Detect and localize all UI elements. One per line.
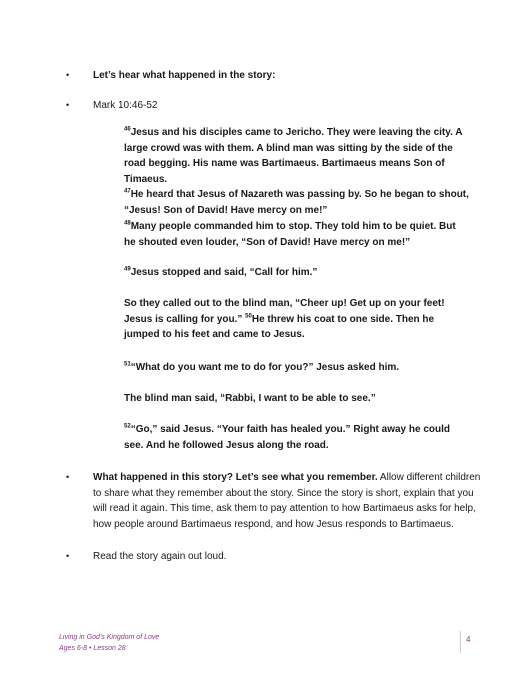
bullet-marker: •: [66, 551, 70, 561]
verse-text: Many people commanded him to stop. They told him to be quiet. But he shouted even louder, “Son of David! Have mercy on me!”: [124, 221, 456, 248]
story-intro-text: Let’s hear what happened in the story:: [93, 70, 276, 81]
scripture-paragraph: [124, 296, 469, 343]
footer-lesson-info: [59, 632, 159, 654]
verse-text: He threw his coat to one side. Then he jumped to his feet and came to Jesus.: [124, 313, 435, 340]
bullet-marker: •: [66, 70, 70, 80]
bullet-marker: •: [66, 100, 70, 110]
footer-divider: [460, 631, 461, 653]
scripture-paragraph: [124, 360, 469, 376]
verse-text: The blind man said, “Rabbi, I want to be able to see.”: [124, 393, 376, 404]
verse-text: He heard that Jesus of Nazareth was passing by. So he began to shout, “Jesus! Son of David! Have mercy on me!”: [124, 189, 469, 216]
scripture-passage: [124, 125, 469, 218]
verse-number: 47: [124, 188, 131, 195]
scripture-paragraph: [124, 125, 469, 218]
discussion-question: What happened in this story? Let’s see what you remember.: [93, 472, 378, 483]
scripture-paragraph: [124, 219, 469, 250]
verse-text: Jesus and his disciples came to Jericho. They were leaving the city. A large crowd was with them. A blind man was sitting by the side of the road begging. His name was Bartimaeus. Bartimaeus means Son of Timaeus.: [124, 127, 463, 185]
verse-number: 51: [124, 361, 131, 368]
verse-text: “Go,” said Jesus. “Your faith has healed you.” Right away he could see. And he followed Jesus along the road.: [124, 424, 451, 451]
page-number: 4: [466, 635, 471, 644]
bullet-marker: •: [66, 472, 70, 482]
scripture-paragraph: [124, 422, 469, 453]
discussion-text: [93, 470, 483, 532]
scripture-paragraph: [124, 265, 469, 281]
verse-text: “What do you want me to do for you?” Jesus asked him.: [130, 362, 400, 373]
footer-curriculum-title: Living in God’s Kingdom of Love: [59, 634, 160, 641]
footer-lesson-label: Ages 6-8 • Lesson 28: [59, 645, 126, 652]
discussion-instructions: Allow different children to share what they remember about the story. Since the story is short, explain that you will read it again. This time, ask them to pay attention to how Bartimaeus asks for help, how people around Bartimaeus respond, and how Jesus responds to Bartimaeus.: [93, 472, 481, 530]
verse-number: 52: [124, 423, 131, 430]
read-again-text: Read the story again out loud.: [93, 551, 227, 562]
verse-number: 46: [124, 126, 131, 133]
scripture-reference: Mark 10:46-52: [93, 100, 158, 111]
verse-number: 50: [245, 313, 252, 320]
verse-number: 48: [124, 220, 131, 227]
verse-number: 49: [124, 266, 131, 273]
scripture-paragraph: [124, 391, 469, 407]
verse-text: Jesus stopped and said, “Call for him.”: [130, 267, 318, 278]
verse-text: So they called out to the blind man, “Cheer up! Get up on your feet! Jesus is calling for you.”: [124, 298, 445, 325]
